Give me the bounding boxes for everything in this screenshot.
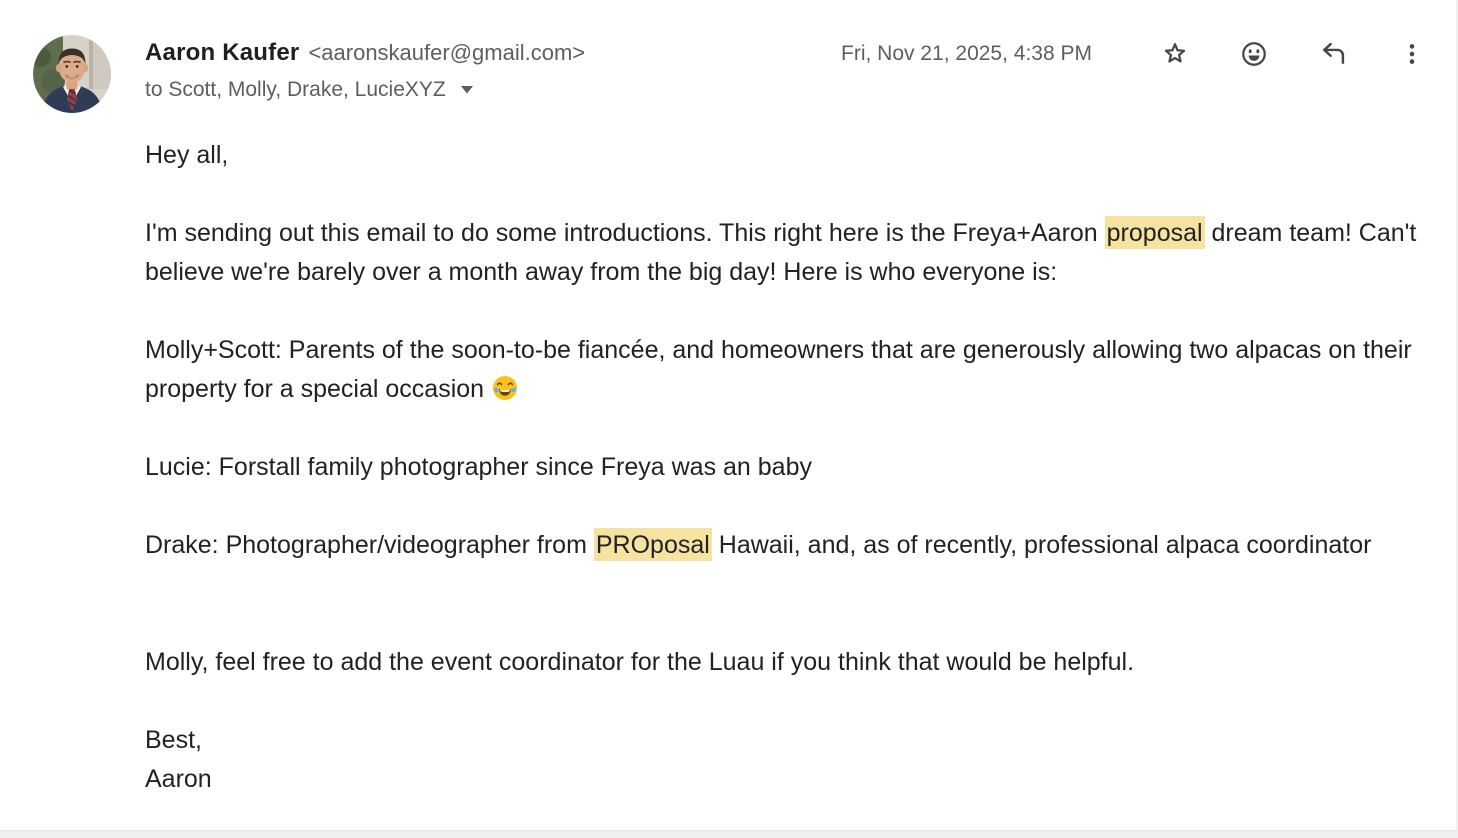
email-header <box>0 0 1456 118</box>
body-text: Best, <box>145 726 202 754</box>
body-text: dream team! Can't believe we're barely over a month away from the big day! Here is who everyone is: <box>145 219 1417 286</box>
sender-block <box>145 39 585 102</box>
show-details-button[interactable] <box>458 84 476 96</box>
bottom-divider <box>0 830 1458 838</box>
email-paragraph <box>145 214 1440 292</box>
add-reaction-button[interactable] <box>1234 34 1274 74</box>
body-text: Molly+Scott: Parents of the soon-to-be fiancée, and homeowners that are generously allowing two alpacas on their property for a special occasion <box>145 336 1412 403</box>
email-paragraph <box>145 448 1440 487</box>
chevron-down-icon <box>460 86 474 94</box>
star-button[interactable] <box>1155 34 1195 74</box>
more-options-button[interactable] <box>1392 34 1432 74</box>
email-paragraph <box>145 136 1440 175</box>
recipients-label: to Scott, Molly, Drake, LucieXYZ <box>145 78 446 101</box>
paragraph-spacer <box>145 604 1440 643</box>
star-icon <box>1161 40 1189 68</box>
face-with-tears-of-joy-icon <box>491 374 519 402</box>
sender-avatar[interactable] <box>33 35 111 113</box>
face-with-tears-of-joy-emoji <box>491 374 519 402</box>
header-actions <box>841 30 1432 78</box>
body-text: Molly, feel free to add the event coordinator for the Luau if you think that would be helpful. <box>145 648 1135 676</box>
add-reaction-icon <box>1240 40 1268 68</box>
body-text: Hawaii, and, as of recently, professional alpaca coordinator <box>711 531 1372 559</box>
email-paragraph <box>145 526 1440 565</box>
message-date: Fri, Nov 21, 2025, 4:38 PM <box>841 42 1092 65</box>
reply-button[interactable] <box>1313 34 1353 74</box>
email-paragraph <box>145 643 1440 682</box>
body-text: Aaron <box>145 765 212 793</box>
body-text: Drake: Photographer/videographer from <box>145 531 594 559</box>
email-body <box>0 118 1440 799</box>
avatar-photo <box>33 35 111 113</box>
more-options-icon <box>1399 41 1425 67</box>
sender-email: <aaronskaufer@gmail.com> <box>308 40 586 65</box>
sender-name: Aaron Kaufer <box>145 39 300 66</box>
search-highlight: proposal <box>1105 216 1205 249</box>
search-highlight: PROposal <box>594 528 712 561</box>
body-text: Lucie: Forstall family photographer since Freya was an baby <box>145 453 812 481</box>
email-paragraph <box>145 721 1440 799</box>
email-paragraph <box>145 331 1440 409</box>
body-text: Hey all, <box>145 141 229 169</box>
body-text: I'm sending out this email to do some introductions. This right here is the Freya+Aaron <box>145 219 1105 247</box>
reply-icon <box>1319 40 1347 68</box>
